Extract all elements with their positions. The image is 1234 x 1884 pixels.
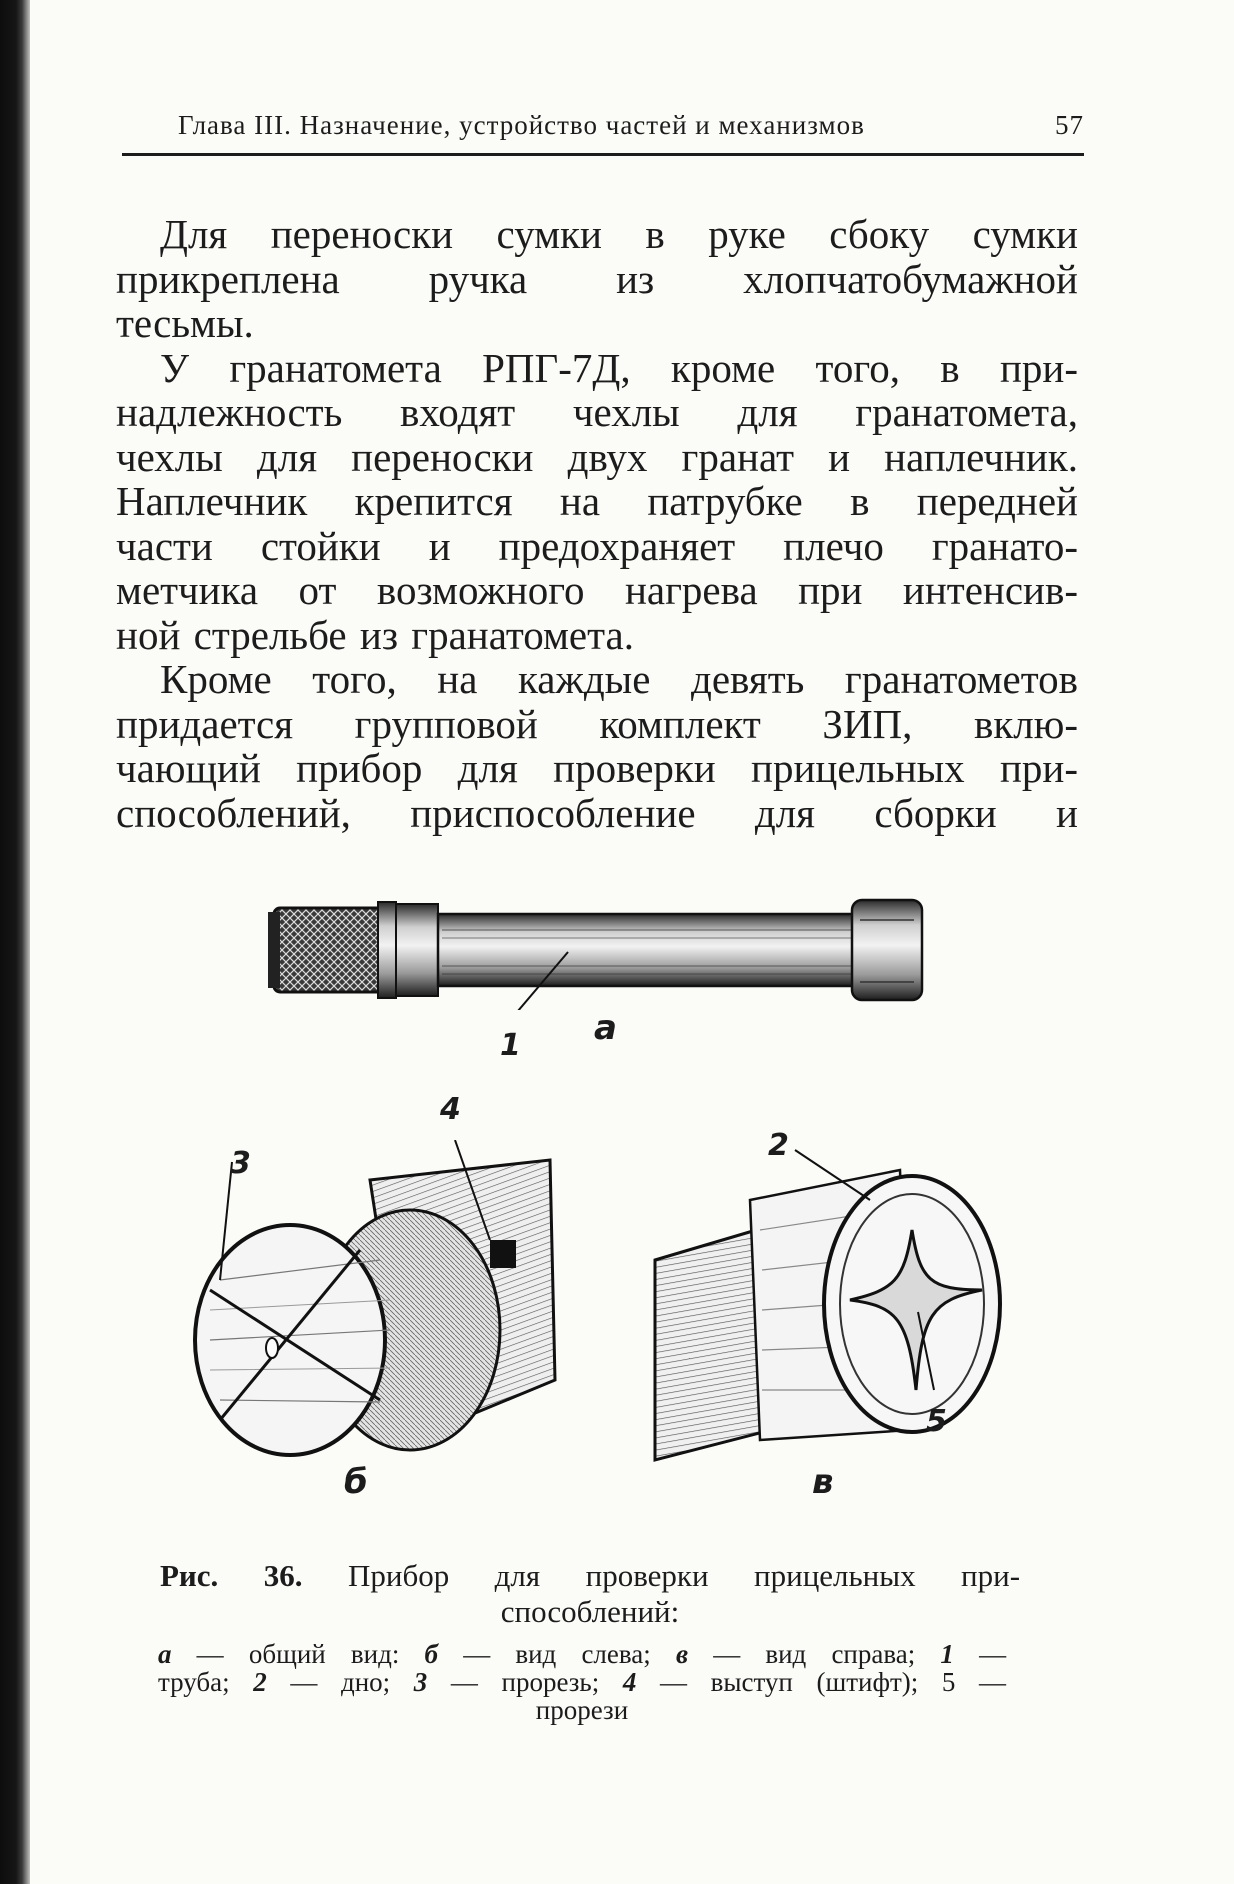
legend-text: — дно;	[290, 1667, 391, 1697]
view-label-a: а	[594, 1008, 617, 1048]
legend-key: 1	[940, 1639, 954, 1669]
caption-prefix: Рис. 36.	[160, 1558, 303, 1593]
text-line: Кроме того, на каждые девять гранатометов	[160, 656, 1078, 702]
figure-caption	[160, 1558, 1020, 1630]
legend-line: прорези	[535, 1695, 629, 1725]
text-line: части стойки и предохраняет плечо гранато-	[116, 522, 1078, 569]
page-number: 57	[1055, 110, 1084, 140]
callout-5: 5	[926, 1404, 947, 1439]
view-label-c: в	[812, 1462, 834, 1502]
callout-3: 3	[230, 1146, 251, 1181]
legend-line	[158, 1668, 1006, 1696]
legend-key: в	[675, 1639, 689, 1669]
callout-4: 4	[440, 1092, 461, 1127]
paragraph-2	[116, 346, 1078, 658]
book-spine-edge	[0, 0, 30, 1884]
text-line: Наплечник крепится на патрубке в передней	[116, 478, 1078, 524]
legend-text: — вид слева;	[463, 1639, 651, 1669]
legend-key: 4	[622, 1667, 637, 1697]
legend-text: труба;	[158, 1667, 230, 1697]
header-rule	[122, 153, 1084, 156]
callout-2: 2	[768, 1128, 789, 1163]
view-label-b: б	[344, 1462, 368, 1502]
figure-view-a-tube	[262, 890, 934, 1010]
text-line: чающий прибор для проверки прицельных при-	[116, 745, 1078, 791]
figure-view-b-left	[180, 1140, 560, 1480]
text-line: ной стрельбе из гранатомета.	[116, 611, 634, 658]
callout-1: 1	[500, 1028, 521, 1063]
text-line: Для переноски сумки в руке сбоку сумки	[160, 211, 1078, 257]
figure-legend	[158, 1640, 1006, 1724]
legend-key: а	[158, 1639, 172, 1669]
text-line: тесьмы.	[116, 300, 254, 346]
text-line: чехлы для переноски двух гранат и наплечник.	[116, 433, 1078, 480]
legend-text: — прорезь;	[450, 1667, 600, 1697]
legend-key: 2	[253, 1667, 267, 1697]
caption-line: способлений:	[500, 1594, 680, 1629]
legend-text: — вид справа;	[713, 1639, 916, 1669]
legend-key: б	[424, 1639, 439, 1669]
legend-text: 5 —	[941, 1667, 1006, 1697]
figure-view-c-right	[650, 1140, 1010, 1480]
text-line: У гранатомета РПГ-7Д, кроме того, в при-	[160, 344, 1078, 391]
body-text	[116, 212, 1078, 835]
paragraph-1	[116, 212, 1078, 346]
running-header	[178, 110, 1084, 141]
text-line: способлений, приспособление для сборки и	[116, 789, 1078, 836]
caption-line	[160, 1558, 1020, 1594]
legend-text: — выступ (штифт);	[659, 1667, 919, 1697]
text-line: придается групповой комплект ЗИП, вклю-	[116, 700, 1078, 747]
text-line: прикреплена ручка из хлопчатобумажной	[116, 255, 1078, 302]
legend-key: 3	[413, 1667, 428, 1697]
caption-text: Прибор для проверки прицельных при-	[347, 1558, 1021, 1593]
running-header-chapter: Глава III. Назначение, устройство частей и механизмов	[178, 110, 865, 140]
legend-text: — общий вид:	[196, 1639, 400, 1669]
legend-line	[158, 1640, 1006, 1668]
paragraph-3	[116, 657, 1078, 835]
text-line: метчика от возможного нагрева при интенсив-	[116, 567, 1078, 613]
text-line: надлежность входят чехлы для гранатомета,	[116, 389, 1078, 435]
legend-text: —	[979, 1639, 1007, 1669]
